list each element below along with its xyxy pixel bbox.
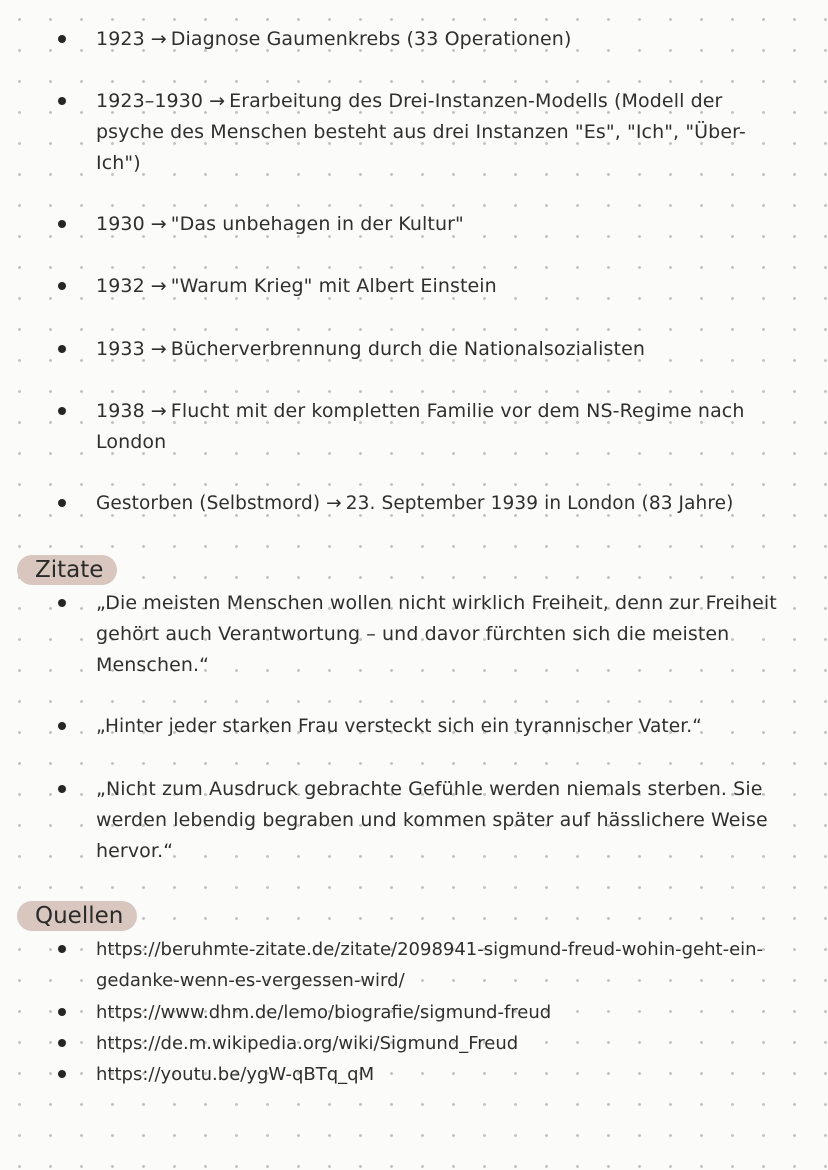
source-link[interactable]: https://de.m.wikipedia.org/wiki/Sigmund_Freud	[96, 1028, 768, 1059]
timeline-text: Diagnose Gaumenkrebs (33 Operationen)	[170, 28, 572, 50]
timeline-text: "Warum Krieg" mit Albert Einstein	[170, 275, 497, 297]
quote-item: „Nicht zum Ausdruck gebrachte Gefühle werden niemals sterben. Sie werden lebendig begraben und kommen später auf hässlichere Weise hervor.“	[96, 774, 784, 867]
timeline-item	[96, 209, 784, 240]
arrow-icon: →	[150, 275, 167, 297]
section-heading-zitate: Zitate	[17, 555, 117, 585]
timeline-item	[96, 334, 784, 365]
timeline-text: Flucht mit der kompletten Familie vor dem NS-Regime nach London	[96, 400, 745, 453]
section-heading-quellen: Quellen	[17, 901, 137, 931]
timeline-year: 1938	[96, 400, 145, 422]
timeline-text: 23. September 1939 in London (83 Jahre)	[345, 493, 734, 514]
arrow-icon: →	[150, 28, 167, 50]
source-link[interactable]: https://youtu.be/ygW-qBTq_qM	[96, 1059, 768, 1090]
arrow-icon: →	[326, 493, 342, 514]
arrow-icon: →	[209, 90, 226, 112]
source-link[interactable]: https://beruhmte-zitate.de/zitate/2098941-sigmund-freud-wohin-geht-ein-gedanke-wenn-es-vergessen-wird/	[96, 934, 768, 996]
quote-item: „Hinter jeder starken Frau versteckt sich ein tyrannischer Vater.“	[96, 711, 798, 742]
timeline-year: 1932	[96, 275, 145, 297]
timeline-item	[96, 396, 784, 458]
quote-item: „Die meisten Menschen wollen nicht wirklich Freiheit, denn zur Freiheit gehört auch Verantwortung – und davor fürchten sich die meisten Menschen.“	[96, 588, 784, 681]
timeline-item	[96, 271, 784, 302]
timeline-text: Erarbeitung des Drei-Instanzen-Modells (Modell der psyche des Menschen besteht aus drei Instanzen "Es", "Ich", "Über-Ich")	[96, 90, 746, 174]
timeline-year: 1933	[96, 338, 145, 360]
timeline-year: 1923	[96, 28, 145, 50]
timeline-item	[96, 86, 784, 179]
arrow-icon: →	[150, 338, 167, 360]
arrow-icon: →	[150, 400, 167, 422]
timeline-year: Gestorben (Selbstmord)	[96, 493, 321, 514]
source-link[interactable]: https://www.dhm.de/lemo/biografie/sigmund-freud	[96, 997, 768, 1028]
timeline-item	[96, 488, 800, 519]
timeline-year: 1923–1930	[96, 90, 204, 112]
timeline-item	[96, 24, 784, 55]
timeline-year: 1930	[96, 213, 145, 235]
arrow-icon: →	[150, 213, 167, 235]
timeline-text: "Das unbehagen in der Kultur"	[170, 213, 464, 235]
timeline-text: Bücherverbrennung durch die Nationalsozialisten	[170, 338, 646, 360]
